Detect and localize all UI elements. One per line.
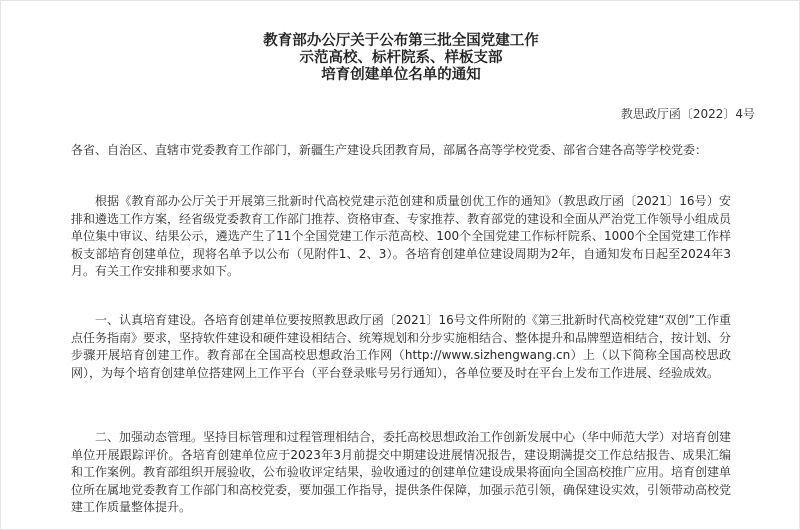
document-title-line-3: 培育创建单位名单的通知 <box>321 67 481 83</box>
document-number: 教思政厅函〔2022〕4号 <box>620 107 755 121</box>
body-paragraph-2: 一、认真培育建设。各培育创建单位要按照教思政厅函〔2021〕16号文件所附的《第三批新时代高校党建“双创”工作重点任务指南》要求，坚持软件建设和硬件建设相结合、统筹规划和分步实施相结合、整体提升和品牌塑造相结合，按计划、分步骤开展培育创建工作。教育部在全国高校思想政治工作网（http://www.sizhengwang.cn）上（以下简称全国高校思政网），为每个培育创建单位搭建网上工作平台（平台登录账号另行通知），各单位要及时在平台上发布工作进展、经验成效。 <box>71 313 732 380</box>
document-title-line-2: 示范高校、标杆院系、样板支部 <box>299 50 503 66</box>
body-paragraph-1: 根据《教育部办公厅关于开展第三批新时代高校党建示范创建和质量创优工作的通知》（教思政厅函〔2021〕16号）安排和遴选工作方案，经省级党委教育工作部门推荐、资格审查、专家推荐、教育部党的建设和全面从严治党工作领导小组成员单位集中审议、结果公示，遴选产生了11个全国党建工作示范高校、100个全国党建工作标杆院系、1000个全国党建工作样板支部培育创建单位，现将名单予以公布（见附件1、2、3）。各培育创建单位建设周期为2年，自通知发布日起至2024年3月。有关工作安排和要求如下。 <box>71 194 732 278</box>
document-title-line-1: 教育部办公厅关于公布第三批全国党建工作 <box>263 33 539 49</box>
addressee-paragraph: 各省、自治区、直辖市党委教育工作部门，新疆生产建设兵团教育局，部属各高等学校党委、部省合建各高等学校党委： <box>71 143 708 157</box>
body-paragraph-3: 二、加强动态管理。坚持目标管理和过程管理相结合，委托高校思想政治工作创新发展中心（华中师范大学）对培育创建单位开展跟踪评价。各培育创建单位应于2023年3月前提交中期建设进展情况报告，建设期满提交工作总结报告、成果汇编和工作案例。教育部组织开展验收，公布验收评定结果，验收通过的创建单位建设成果将面向全国高校推广应用。培育创建单位所在属地党委教育工作部门和高校党委，要加强工作指导，提供条件保障，加强示范引领，确保建设实效，引领带动高校党建工作质量整体提升。 <box>71 430 732 514</box>
